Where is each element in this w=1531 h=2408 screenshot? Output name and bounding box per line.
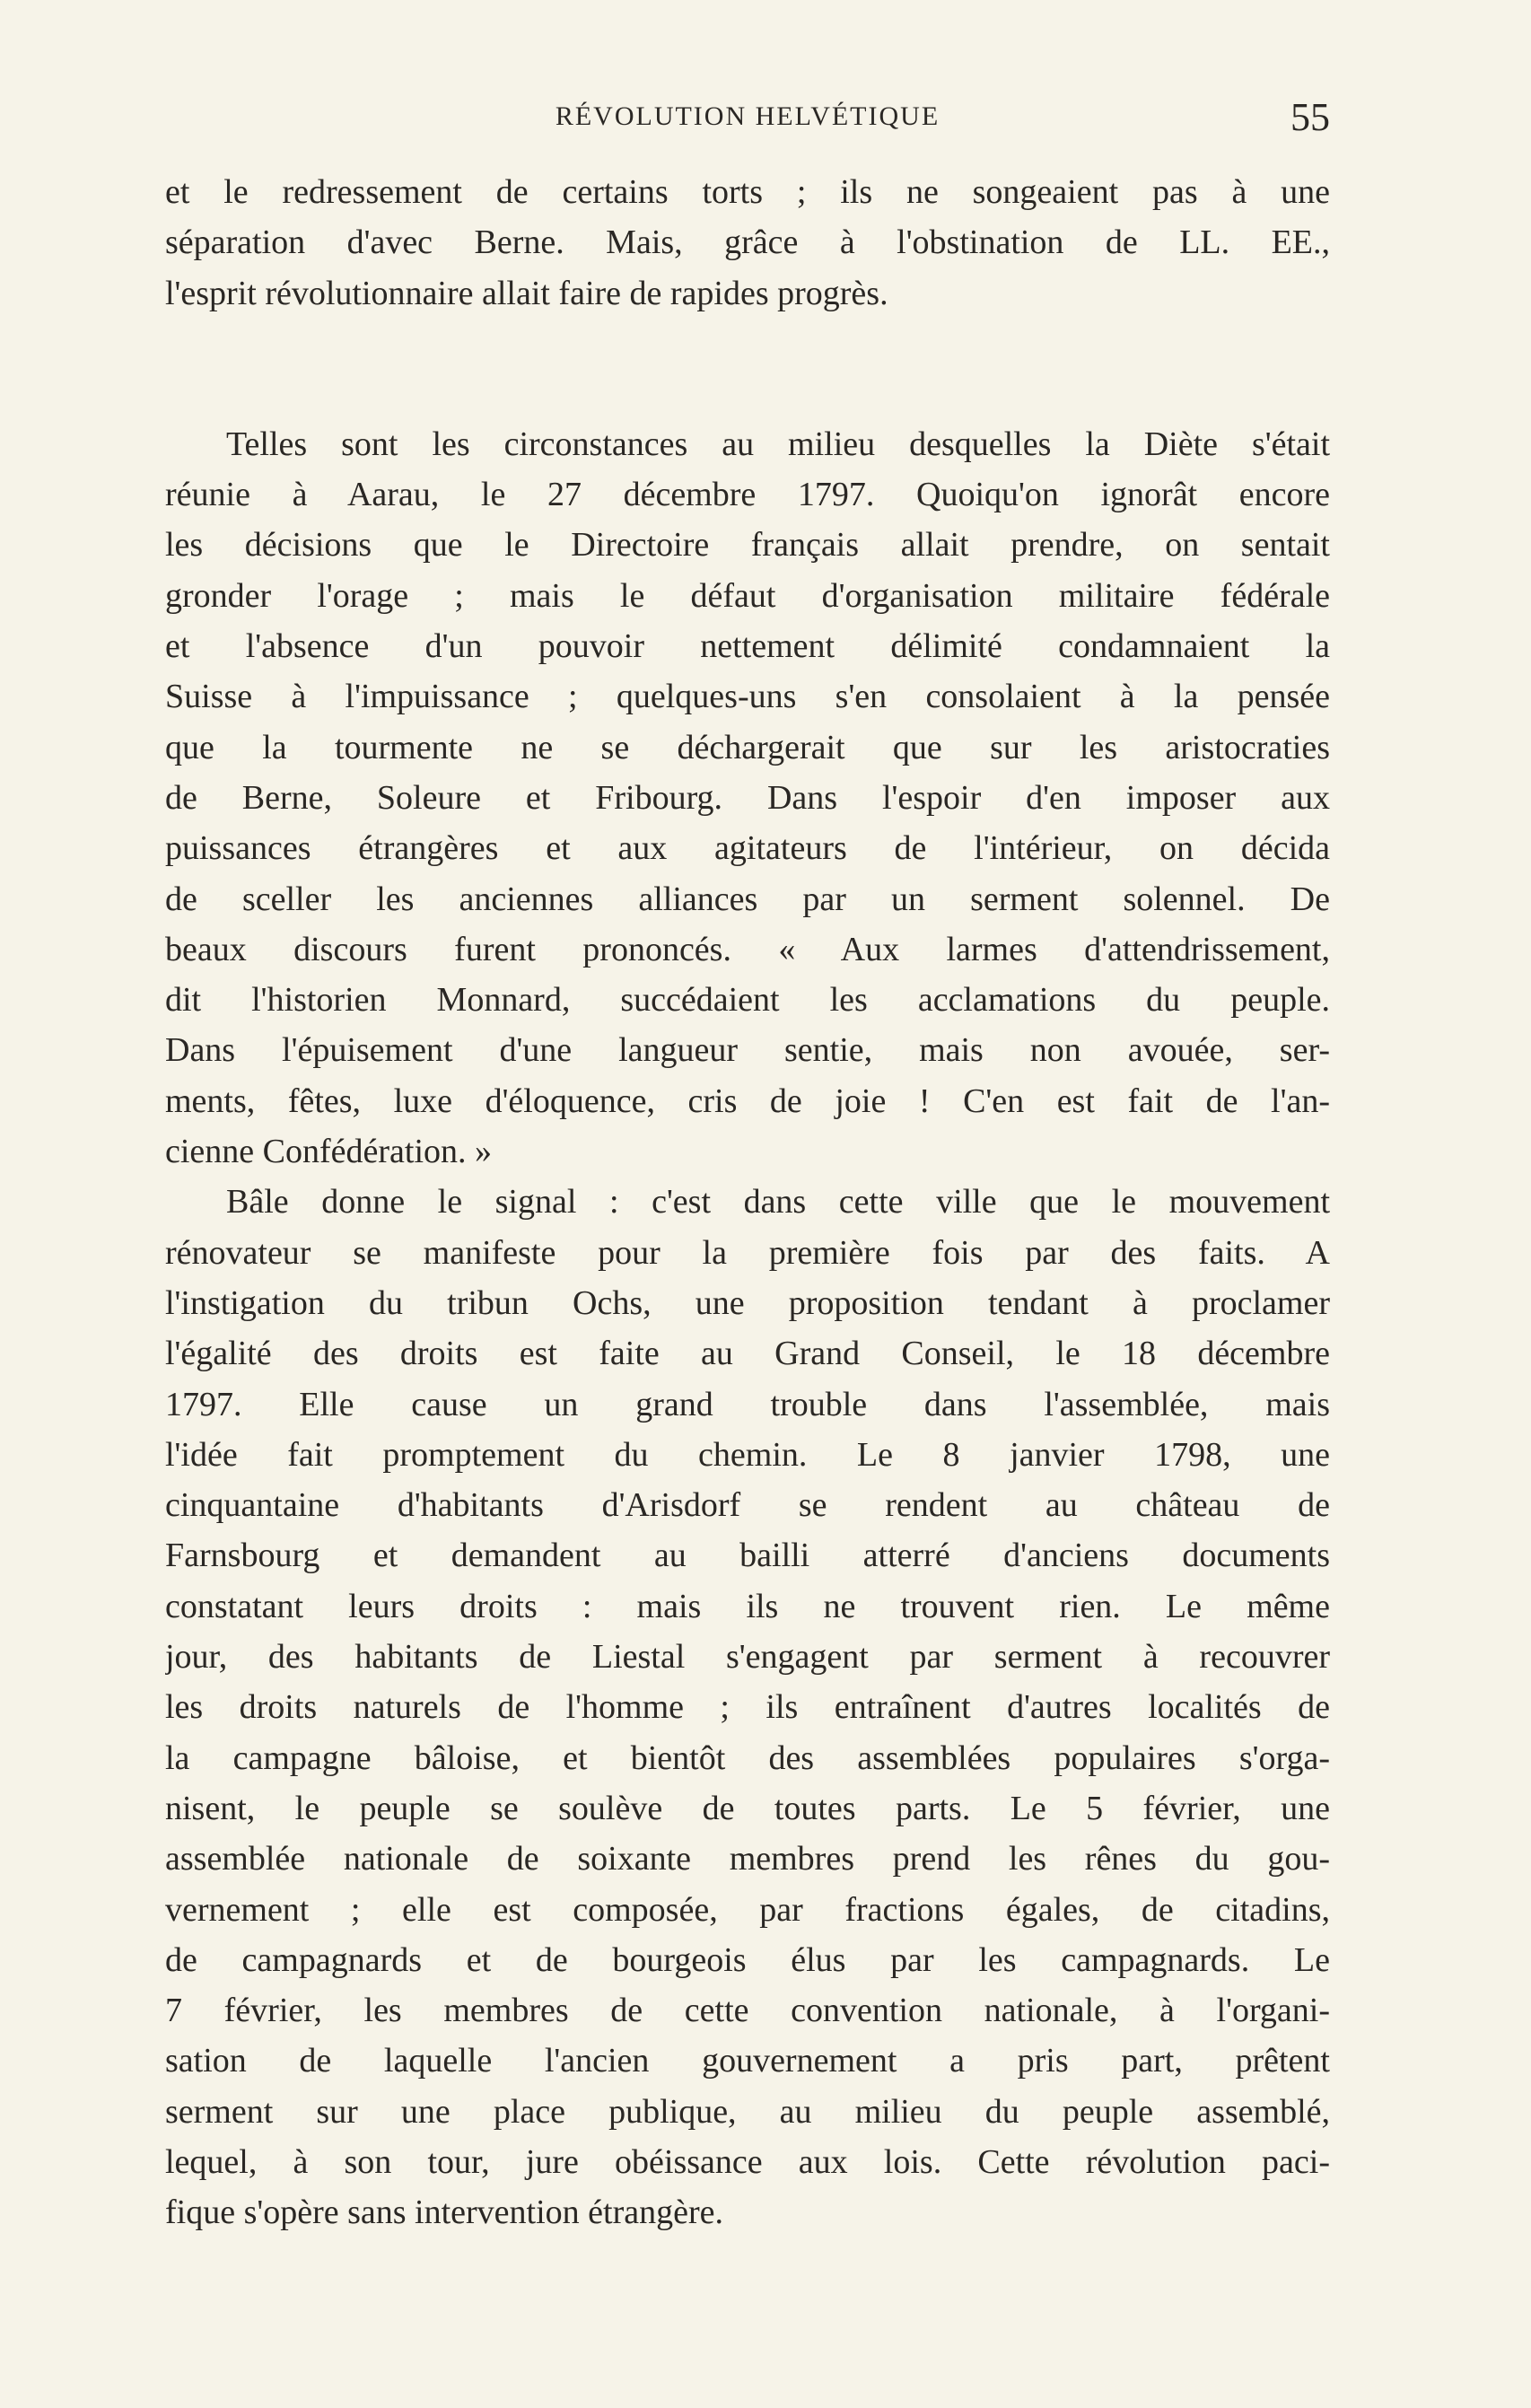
running-head <box>165 94 1330 148</box>
text-line: cinquantaine d'habitants d'Arisdorf se rendent au château de <box>165 1486 1330 1525</box>
text-line: cienne Confédération. » <box>165 1133 493 1171</box>
paragraph-1 <box>165 167 1330 319</box>
text-line: séparation d'avec Berne. Mais, grâce à l'obstination de LL. EE., <box>165 223 1330 262</box>
text-line: et le redressement de certains torts ; ils ne songeaient pas à une <box>165 173 1330 211</box>
text-line: constatant leurs droits : mais ils ne trouvent rien. Le même <box>165 1587 1330 1625</box>
text-line: l'instigation du tribun Ochs, une proposition tendant à proclamer <box>165 1283 1330 1322</box>
text-line: de sceller les anciennes alliances par un serment solennel. De <box>165 880 1330 918</box>
text-line: l'idée fait promptement du chemin. Le 8 janvier 1798, une <box>165 1435 1330 1474</box>
text-line: 1797. Elle cause un grand trouble dans l'assemblée, mais <box>165 1385 1330 1423</box>
body-text <box>165 167 1330 2238</box>
text-line: Bâle donne le signal : c'est dans cette ville que le mouvement <box>226 1183 1330 1222</box>
text-line: réunie à Aarau, le 27 décembre 1797. Quoiqu'on ignorât encore <box>165 476 1330 514</box>
text-line: rénovateur se manifeste pour la première fois par des faits. A <box>165 1233 1330 1272</box>
text-line: que la tourmente ne se déchargerait que sur les aristocraties <box>165 728 1330 766</box>
text-line: la campagne bâloise, et bientôt des assemblées populaires s'orga- <box>165 1738 1330 1777</box>
text-line: de Berne, Soleure et Fribourg. Dans l'espoir d'en imposer aux <box>165 778 1330 817</box>
text-line: Dans l'épuisement d'une langueur sentie, mais non avouée, ser- <box>165 1031 1330 1070</box>
text-line: assemblée nationale de soixante membres prend les rênes du gou- <box>165 1840 1330 1878</box>
text-line: fique s'opère sans intervention étrangère. <box>165 2193 723 2232</box>
text-line: lequel, à son tour, jure obéissance aux lois. Cette révolution paci- <box>165 2142 1330 2181</box>
text-line: les décisions que le Directoire français allait prendre, on sentait <box>165 526 1330 565</box>
text-line: vernement ; elle est composée, par fractions égales, de citadins, <box>165 1890 1330 1929</box>
text-line: Suisse à l'impuissance ; quelques-uns s'en consolaient à la pensée <box>165 678 1330 716</box>
text-line: 7 février, les membres de cette convention nationale, à l'organi- <box>165 1992 1330 2030</box>
text-line: l'égalité des droits est faite au Grand Conseil, le 18 décembre <box>165 1335 1330 1373</box>
text-line: gronder l'orage ; mais le défaut d'organisation militaire fédérale <box>165 576 1330 615</box>
text-line: dit l'historien Monnard, succédaient les acclamations du peuple. <box>165 981 1330 1020</box>
text-line: sation de laquelle l'ancien gouvernement a pris part, prêtent <box>165 2042 1330 2080</box>
paragraph-spacer <box>165 319 1330 419</box>
text-line: beaux discours furent prononcés. « Aux larmes d'attendrissement, <box>165 930 1330 968</box>
running-title: RÉVOLUTION HELVÉTIQUE <box>555 101 940 131</box>
page-number: 55 <box>1290 95 1330 139</box>
text-line: serment sur une place publique, au milieu du peuple assemblé, <box>165 2092 1330 2131</box>
paragraph-3 <box>165 1177 1330 2237</box>
text-line: jour, des habitants de Liestal s'engagent par serment à recouvrer <box>165 1638 1330 1677</box>
paragraph-2 <box>165 419 1330 1177</box>
text-line: Telles sont les circonstances au milieu desquelles la Diète s'était <box>226 425 1330 463</box>
text-line: les droits naturels de l'homme ; ils entraînent d'autres localités de <box>165 1688 1330 1727</box>
text-line: Farnsbourg et demandent au bailli atterré d'anciens documents <box>165 1537 1330 1575</box>
text-line: l'esprit révolutionnaire allait faire de rapides progrès. <box>165 274 888 312</box>
text-line: puissances étrangères et aux agitateurs de l'intérieur, on décida <box>165 829 1330 868</box>
text-line: nisent, le peuple se soulève de toutes parts. Le 5 février, une <box>165 1789 1330 1827</box>
text-line: ments, fêtes, luxe d'éloquence, cris de joie ! C'en est fait de l'an- <box>165 1081 1330 1120</box>
text-line: et l'absence d'un pouvoir nettement délimité condamnaient la <box>165 627 1330 666</box>
text-line: de campagnards et de bourgeois élus par les campagnards. Le <box>165 1940 1330 1979</box>
